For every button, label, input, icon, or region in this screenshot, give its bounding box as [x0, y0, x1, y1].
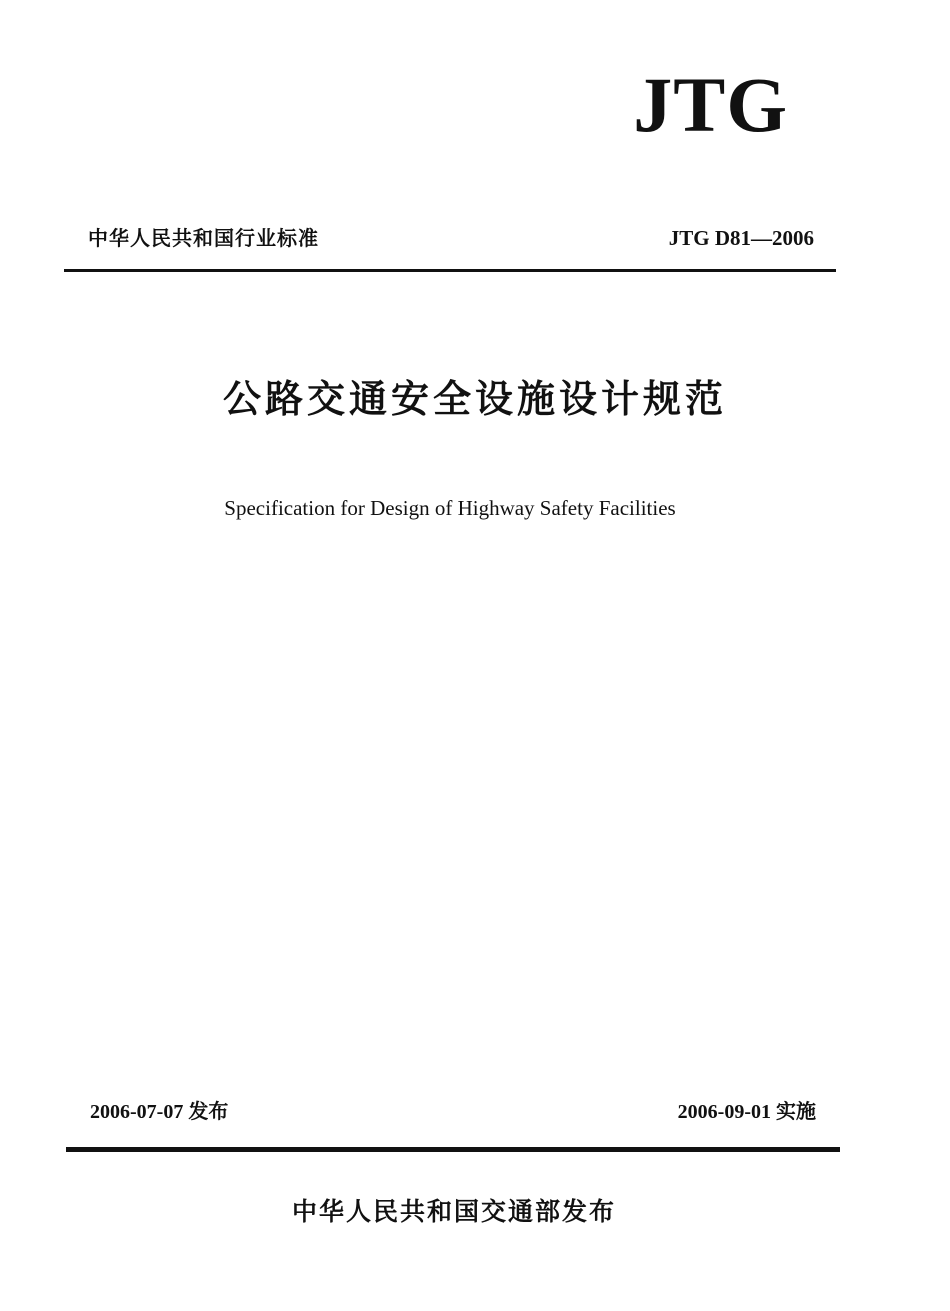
standard-category: 中华人民共和国行业标准 [88, 226, 319, 250]
footer-divider [66, 1147, 840, 1152]
jtg-logo: JTG [633, 61, 788, 148]
issue-date: 2006-07-07 发布 [90, 1101, 229, 1123]
document-title-english: Specification for Design of Highway Safety Facilities [224, 496, 676, 520]
standard-number: JTG D81—2006 [668, 226, 814, 250]
publisher: 中华人民共和国交通部发布 [291, 1197, 616, 1226]
header-divider [64, 269, 836, 272]
implementation-date: 2006-09-01 实施 [677, 1101, 816, 1123]
document-title-chinese: 公路交通安全设施设计规范 [222, 377, 727, 421]
